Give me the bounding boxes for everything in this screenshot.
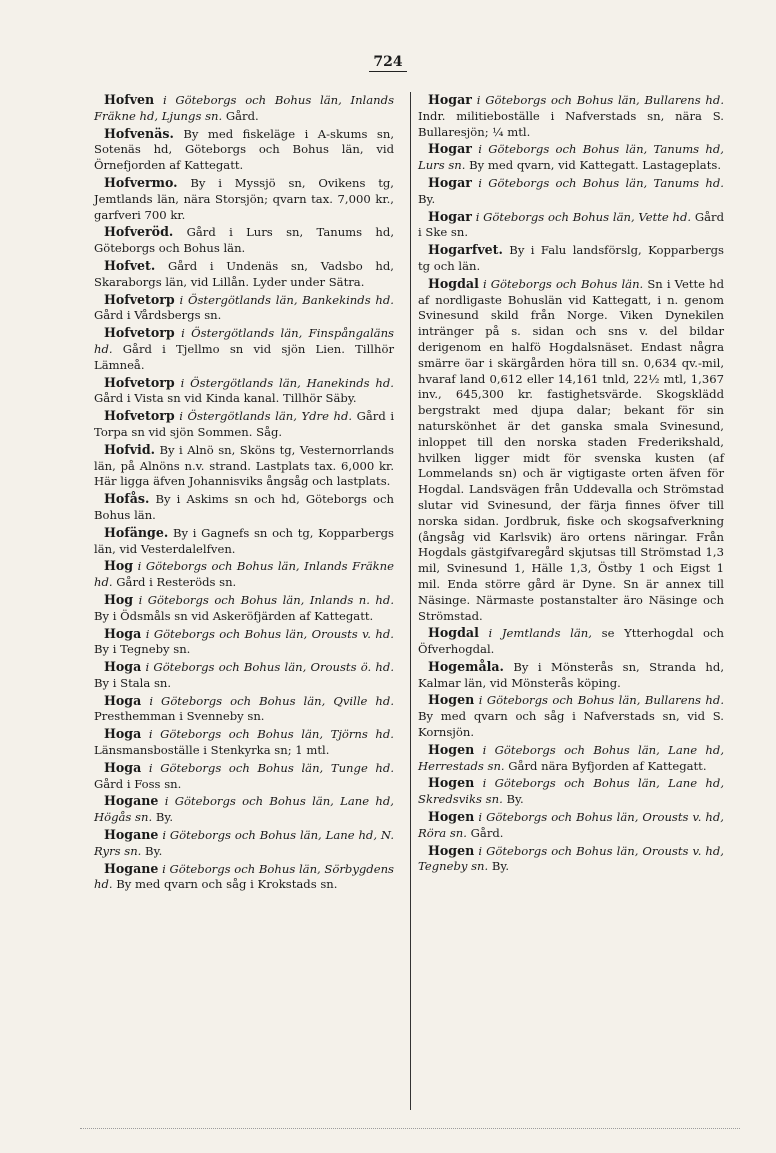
entry-location: i Göteborgs och Bohus län, Orousts v. hd, Tegneby sn.: [418, 843, 724, 874]
entry-text: By i Myssjö sn, Ovikens tg, Jemtlands län, nära Storsjön; qvarn tax. 7,000 kr., garfveri 700 kr.: [94, 175, 394, 222]
entry-headword: Hogar: [428, 208, 472, 224]
dictionary-entry: [418, 809, 724, 842]
entry-headword: Hogen: [428, 809, 475, 825]
dictionary-entry: [94, 626, 394, 659]
entry-text: Gård i Foss sn.: [94, 776, 182, 791]
entry-location: i Göteborgs och Bohus län, Orousts v. hd, Röra sn.: [418, 810, 724, 840]
entry-text: Gård i Resteröds sn.: [116, 575, 237, 590]
entry-headword: Hofvetorp: [104, 408, 175, 424]
entry-text: By med qvarn, vid Kattegatt. Lastageplats.: [469, 158, 722, 173]
entry-headword: Hogen: [428, 741, 475, 757]
entry-location: i Göteborgs och Bohus län, Orousts ö. hd.: [145, 660, 395, 675]
dictionary-entry: [94, 861, 394, 894]
dictionary-entry: [418, 742, 724, 775]
entry-text: By.: [491, 859, 510, 874]
dictionary-entry: [418, 141, 724, 174]
entry-text: By i Tegneby sn.: [94, 642, 191, 657]
dictionary-entry: [94, 325, 394, 373]
page-bottom-edge: [80, 1128, 740, 1129]
entry-location: i Göteborgs och Bohus län, Inlands Fräkne hd, Ljungs sn.: [94, 93, 395, 123]
entry-headword: Hofvid.: [104, 441, 156, 457]
left-column: [94, 92, 394, 894]
entry-headword: Hogane: [104, 827, 159, 843]
entry-text: By med qvarn och såg i Nafverstads sn, vid S. Kornsjön.: [418, 709, 724, 740]
dictionary-entry: [418, 659, 724, 692]
entry-text: By i Mönsterås sn, Stranda hd, Kalmar län, vid Mönsterås köping.: [418, 659, 725, 690]
entry-headword: Hogen: [428, 692, 475, 708]
right-column: [418, 92, 724, 876]
entry-location: i Östergötlands län, Ydre hd.: [179, 409, 353, 424]
entry-text: Gård.: [225, 108, 259, 123]
entry-text: Gård i Vista sn vid Kinda kanal. Tillhör Säby.: [94, 391, 357, 406]
dictionary-entry: [418, 692, 724, 740]
entry-text: By i Ödsmåls sn vid Askeröfjärden af Kattegatt.: [94, 608, 374, 623]
entry-location: i Göteborgs och Bohus län, Inlands Fräkne hd.: [94, 559, 394, 590]
entry-location: i Östergötlands län, Finspångaläns hd.: [94, 326, 394, 356]
dictionary-entry: [94, 92, 394, 125]
entry-headword: Hogar: [428, 141, 472, 157]
entry-text: Gård i Tjellmo sn vid sjön Lien. Tillhör Lämneå.: [94, 341, 395, 372]
dictionary-entry: [94, 592, 394, 625]
entry-text: Gård i Vårdsbergs sn.: [94, 308, 222, 323]
entry-location: i Göteborgs och Bohus län, Inlands n. hd.: [138, 592, 394, 607]
entry-headword: Hofvenäs.: [104, 125, 174, 141]
entry-location: i Göteborgs och Bohus län, Lane hd, Högås sn.: [94, 794, 394, 825]
entry-text: By med fiskeläge i A-skums sn, Sotenäs hd, Göteborgs och Bohus län, vid Örnefjorden af Kattegatt.: [94, 126, 395, 173]
entry-headword: Hofås.: [104, 491, 150, 507]
entry-headword: Hogen: [428, 775, 475, 791]
dictionary-entry: [94, 726, 394, 759]
dictionary-entry: [94, 525, 394, 558]
entry-headword: Hogen: [428, 842, 475, 858]
entry-headword: Hoga: [104, 726, 142, 742]
entry-text: Gård i Undenäs sn, Vadsbo hd, Skaraborgs län, vid Lillån. Lyder under Sätra.: [94, 258, 394, 289]
entry-headword: Hog: [104, 591, 134, 607]
entry-location: i Göteborgs och Bohus län, Orousts v. hd.: [145, 626, 394, 641]
entry-text: Sn i Vette hd af nordligaste Bohuslän vid Kattegatt, i n. genom Svinesund skild från Norge. Viken Dynekilen intränger på s. sidan och sns v. del bildar derigenom en halfö Hogdalsnäset. Endast några smärre öar i skärgården höra till sn. 0,634 qv.-mil, hvaraf land 0,612 eller 14,161 tnld, 22½ mtl, 1,367 inv., 645,300 kr. fastighetsvärde. Skogsklädd bergstrakt med djupa dalar; bekant för sin naturskönhet är det ganska smala Svinesund, inloppet till den norska staden Frederikshald, hvilken ligger midt för svenska kusten (af Lommelands sn) och är vigtigaste orten äfven för Hogdal. Landsvägen från Uddevalla och Strömstad slutar vid Svinesund, der färja finnes öfver till norska sidan. Jordbruk, fiske och skogsafverkning (ångsåg vid Karlsvik) äro ortens näringar. Från Hogdals gästgifvaregård skjutsas till Strömstad 1,3 mil, Svinesund 1, Hälle 1,3, Östby 1 och Eigst 1 mil. Enda större gård är Dyne. Sn är annex till Näsinge. Närmaste postanstalter äro Näsinge och Strömstad.: [418, 276, 725, 623]
entry-location: i Östergötlands län, Hanekinds hd.: [180, 375, 394, 390]
entry-location: i Göteborgs och Bohus län, Tjörns hd.: [148, 727, 394, 742]
entry-location: i Göteborgs och Bohus län, Bullarens hd.: [476, 93, 725, 107]
dictionary-entry: [418, 209, 724, 242]
dictionary-entry: [418, 843, 724, 876]
column-divider: [410, 92, 411, 1110]
entry-text: By.: [506, 792, 524, 807]
entry-text: By.: [155, 810, 174, 825]
entry-text: Gård i Torpa sn vid sjön Sommen. Såg.: [94, 409, 395, 439]
entry-text: By.: [145, 843, 163, 858]
dictionary-entry: [94, 224, 394, 257]
entry-headword: Hofven: [104, 92, 155, 107]
dictionary-entry: [418, 625, 724, 658]
entry-headword: Hofveröd.: [104, 224, 174, 240]
entry-headword: Hogarfvet.: [428, 242, 503, 258]
dictionary-entry: [94, 659, 394, 692]
entry-headword: Hogemåla.: [428, 658, 504, 674]
entry-headword: Hofänge.: [104, 524, 169, 540]
entry-headword: Hogar: [428, 92, 472, 107]
dictionary-entry: [94, 292, 394, 325]
entry-headword: Hofvetorp: [104, 374, 175, 390]
entry-text: Gård i Ske sn.: [418, 209, 725, 240]
entry-location: i Göteborgs och Bohus län, Tunge hd.: [148, 760, 395, 775]
entry-location: i Göteborgs och Bohus län, Lane hd, Herrestads sn.: [418, 742, 725, 773]
entry-text: Indr. militieboställe i Nafverstads sn, nära S. Bullaresjön; ¼ mtl.: [418, 108, 724, 139]
entry-location: i Göteborgs och Bohus län, Tanums hd, Lurs sn.: [418, 142, 724, 173]
dictionary-entry: [418, 775, 724, 808]
dictionary-entry: [94, 760, 394, 793]
dictionary-entry: [94, 175, 394, 223]
dictionary-entry: [94, 442, 394, 490]
entry-text: By med qvarn och såg i Krokstads sn.: [116, 877, 338, 892]
entry-headword: Hoga: [104, 659, 142, 675]
entry-text: By.: [418, 191, 436, 206]
entry-location: i Göteborgs och Bohus län, Bullarens hd.: [478, 693, 725, 708]
entry-text: Länsmansboställe i Stenkyrka sn; 1 mtl.: [94, 743, 330, 758]
dictionary-entry: [94, 693, 394, 726]
entry-location: i Göteborgs och Bohus län, Lane hd, N. Ryrs sn.: [94, 828, 395, 858]
dictionary-entry: [418, 175, 724, 208]
dictionary-entry: [94, 258, 394, 291]
entry-headword: Hofvetorp: [104, 325, 175, 341]
entry-headword: Hogane: [104, 860, 159, 876]
dictionary-entry: [418, 242, 724, 275]
page-number: 724: [0, 54, 776, 72]
entry-text: Gård i Lurs sn, Tanums hd, Göteborgs och Bohus län.: [94, 225, 395, 256]
entry-headword: Hofvet.: [104, 257, 156, 273]
entry-text: Presthemman i Svenneby sn.: [94, 709, 265, 724]
entry-location: i Östergötlands län, Bankekinds hd.: [179, 292, 394, 307]
dictionary-entry: [94, 375, 394, 408]
entry-location: i Göteborgs och Bohus län, Lane hd, Skredsviks sn.: [418, 776, 725, 807]
entry-text: Gård.: [470, 825, 504, 840]
dictionary-entry: [94, 558, 394, 591]
entry-headword: Hofvetorp: [104, 291, 175, 307]
entry-location: i Göteborgs och Bohus län, Sörbygdens hd.: [94, 861, 394, 892]
dictionary-entry: [94, 126, 394, 174]
entry-text: se Ytterhogdal och Öfverhogdal.: [418, 626, 725, 657]
entry-headword: Hogdal: [428, 625, 479, 641]
entry-headword: Hoga: [104, 759, 142, 775]
dictionary-entry: [94, 827, 394, 860]
entry-text: By i Askims sn och hd, Göteborgs och Bohus län.: [94, 492, 394, 522]
dictionary-entry: [418, 276, 724, 625]
entry-text: By i Gagnefs sn och tg, Kopparbergs län, vid Vesterdalelfven.: [94, 525, 395, 556]
entry-location: i Göteborgs och Bohus län, Vette hd.: [475, 209, 692, 224]
dictionary-entry: [418, 92, 724, 140]
entry-headword: Hogdal: [428, 275, 479, 291]
entry-headword: Hofvermo.: [104, 174, 178, 190]
entry-location: i Göteborgs och Bohus län, Tanums hd.: [478, 175, 724, 190]
entry-text: Gård nära Byfjorden af Kattegatt.: [508, 758, 707, 773]
entry-location: i Göteborgs och Bohus län.: [482, 276, 644, 291]
entry-text: By i Alnö sn, Sköns tg, Vesternorrlands län, på Alnöns n.v. strand. Lastplats tax. 6,000 kr. Här ligga äfven Johannisviks ångsåg och lastplats.: [94, 442, 394, 489]
entry-headword: Hogar: [428, 174, 472, 190]
entry-headword: Hog: [104, 558, 134, 574]
entry-text: By i Falu landsförslg, Kopparbergs tg och län.: [418, 243, 724, 273]
entry-headword: Hogane: [104, 793, 159, 809]
dictionary-entry: [94, 491, 394, 524]
entry-text: By i Stala sn.: [94, 675, 172, 690]
entry-headword: Hoga: [104, 625, 142, 641]
dictionary-entry: [94, 408, 394, 441]
dictionary-entry: [94, 793, 394, 826]
entry-headword: Hoga: [104, 692, 142, 708]
entry-location: i Göteborgs och Bohus län, Qville hd.: [149, 693, 395, 708]
entry-location: i Jemtlands län,: [488, 626, 592, 641]
